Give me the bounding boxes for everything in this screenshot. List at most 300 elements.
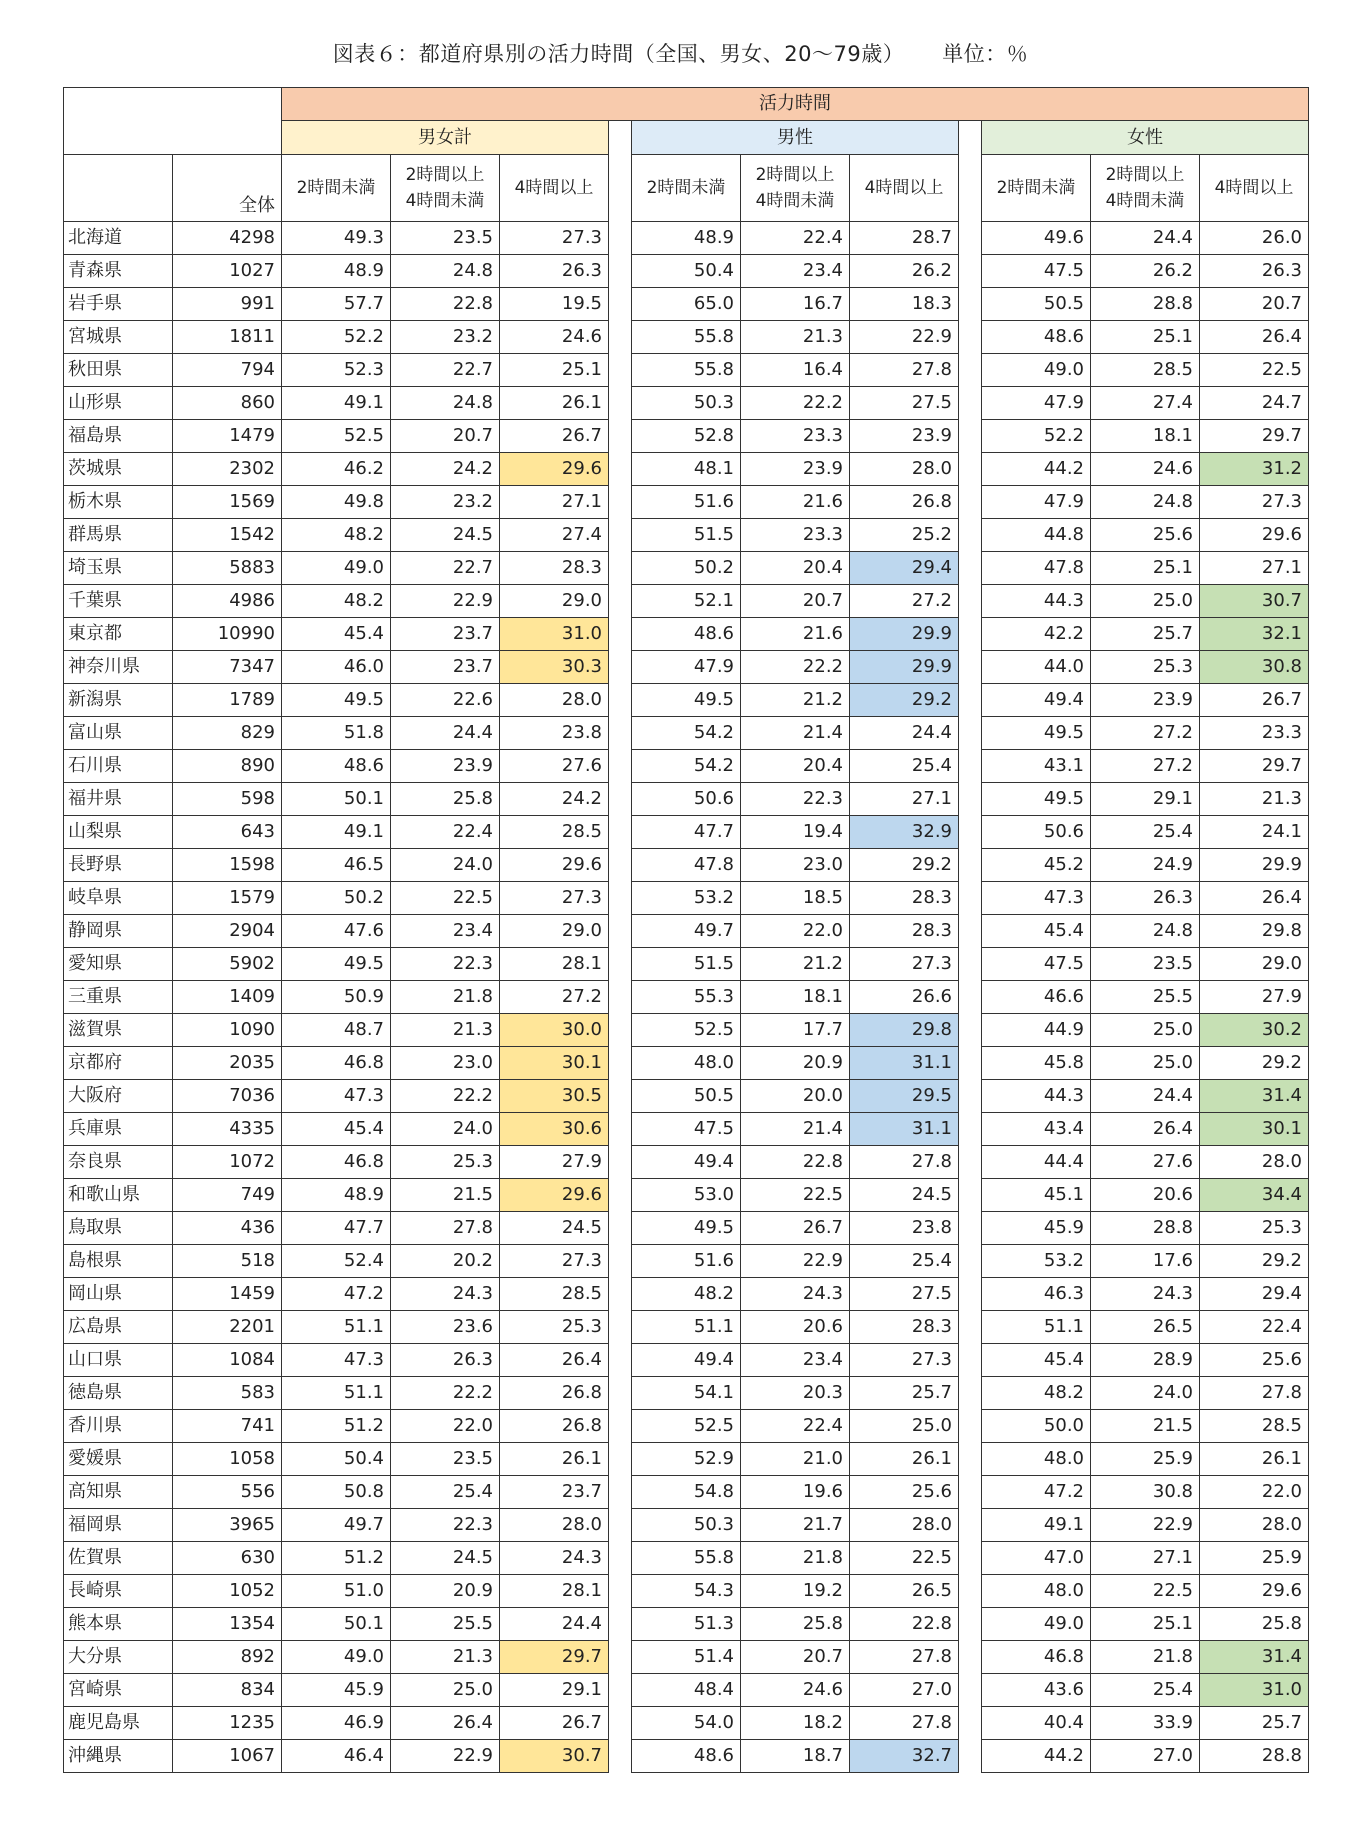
male-value-cell: 26.8	[850, 486, 959, 519]
total-value-cell: 48.2	[282, 585, 391, 618]
prefecture-name: 埼玉県	[64, 552, 173, 585]
total-value-cell: 46.5	[282, 849, 391, 882]
male-value-cell: 54.1	[632, 1377, 741, 1410]
respondent-count: 829	[173, 717, 282, 750]
total-value-cell: 27.8	[391, 1212, 500, 1245]
male-value-cell: 29.9	[850, 651, 959, 684]
total-value-cell: 23.5	[391, 222, 500, 255]
male-value-cell: 27.1	[850, 783, 959, 816]
female-value-cell: 22.5	[1091, 1575, 1200, 1608]
group-gap	[959, 1377, 982, 1410]
male-value-cell: 49.5	[632, 684, 741, 717]
table-row	[64, 321, 1309, 354]
prefecture-name: 大分県	[64, 1641, 173, 1674]
total-value-cell: 27.1	[500, 486, 609, 519]
unit-label: 単位：％	[942, 42, 1029, 66]
page-title	[0, 38, 1361, 68]
total-value-cell: 50.1	[282, 1608, 391, 1641]
group-gap	[609, 1014, 632, 1047]
prefecture-name: 愛媛県	[64, 1443, 173, 1476]
female-value-cell: 26.3	[1091, 882, 1200, 915]
prefecture-name: 徳島県	[64, 1377, 173, 1410]
total-value-cell: 27.6	[500, 750, 609, 783]
total-value-cell: 48.7	[282, 1014, 391, 1047]
prefecture-name: 北海道	[64, 222, 173, 255]
male-value-cell: 31.1	[850, 1113, 959, 1146]
data-table	[63, 87, 1309, 1773]
male-value-cell: 29.4	[850, 552, 959, 585]
female-value-cell: 44.8	[982, 519, 1091, 552]
male-value-cell: 52.8	[632, 420, 741, 453]
group-gap	[959, 651, 982, 684]
male-value-cell: 23.3	[741, 420, 850, 453]
total-value-cell: 23.2	[391, 486, 500, 519]
male-value-cell: 20.9	[741, 1047, 850, 1080]
table-row	[64, 1212, 1309, 1245]
total-value-cell: 24.2	[500, 783, 609, 816]
female-value-cell: 21.8	[1091, 1641, 1200, 1674]
group-gap	[609, 1113, 632, 1146]
female-value-cell: 26.4	[1200, 321, 1309, 354]
female-value-cell: 47.9	[982, 486, 1091, 519]
female-value-cell: 52.2	[982, 420, 1091, 453]
group-gap	[959, 1542, 982, 1575]
prefecture-name: 静岡県	[64, 915, 173, 948]
table-row	[64, 519, 1309, 552]
male-value-cell: 31.1	[850, 1047, 959, 1080]
total-value-cell: 23.7	[391, 618, 500, 651]
group-gap	[609, 684, 632, 717]
female-value-cell: 25.6	[1200, 1344, 1309, 1377]
table-body	[64, 222, 1309, 1773]
group-gap	[609, 420, 632, 453]
table-row	[64, 288, 1309, 321]
male-value-cell: 32.9	[850, 816, 959, 849]
male-value-cell: 50.6	[632, 783, 741, 816]
female-value-cell: 44.0	[982, 651, 1091, 684]
female-value-cell: 24.3	[1091, 1278, 1200, 1311]
total-value-cell: 22.0	[391, 1410, 500, 1443]
respondent-count: 741	[173, 1410, 282, 1443]
male-value-cell: 22.5	[741, 1179, 850, 1212]
col-2to4: 2時間以上 4時間未満	[391, 155, 500, 222]
total-value-cell: 49.1	[282, 816, 391, 849]
total-value-cell: 23.2	[391, 321, 500, 354]
prefecture-name: 大阪府	[64, 1080, 173, 1113]
total-value-cell: 27.2	[500, 981, 609, 1014]
group-gap	[959, 948, 982, 981]
group-gap	[959, 618, 982, 651]
total-value-cell: 27.3	[500, 222, 609, 255]
male-value-cell: 51.6	[632, 486, 741, 519]
total-value-cell: 22.2	[391, 1080, 500, 1113]
total-value-cell: 46.8	[282, 1047, 391, 1080]
female-value-cell: 29.1	[1091, 783, 1200, 816]
prefecture-name: 岡山県	[64, 1278, 173, 1311]
respondent-count: 1090	[173, 1014, 282, 1047]
male-value-cell: 21.6	[741, 618, 850, 651]
female-value-cell: 25.0	[1091, 585, 1200, 618]
respondent-count: 834	[173, 1674, 282, 1707]
respondent-count: 583	[173, 1377, 282, 1410]
prefecture-name: 福岡県	[64, 1509, 173, 1542]
female-value-cell: 43.4	[982, 1113, 1091, 1146]
male-value-cell: 16.7	[741, 288, 850, 321]
male-value-cell: 22.3	[741, 783, 850, 816]
group-gap	[609, 849, 632, 882]
female-value-cell: 53.2	[982, 1245, 1091, 1278]
table-row	[64, 387, 1309, 420]
total-value-cell: 45.4	[282, 618, 391, 651]
total-value-cell: 26.8	[500, 1410, 609, 1443]
female-value-cell: 49.5	[982, 783, 1091, 816]
group-gap	[609, 948, 632, 981]
female-value-cell: 47.2	[982, 1476, 1091, 1509]
total-value-cell: 28.1	[500, 1575, 609, 1608]
prefecture-name: 栃木県	[64, 486, 173, 519]
respondent-count: 1235	[173, 1707, 282, 1740]
total-value-cell: 49.5	[282, 948, 391, 981]
prefecture-name: 茨城県	[64, 453, 173, 486]
total-value-cell: 30.7	[500, 1740, 609, 1773]
group-gap	[609, 519, 632, 552]
respondent-count: 4986	[173, 585, 282, 618]
male-value-cell: 54.0	[632, 1707, 741, 1740]
total-value-cell: 47.6	[282, 915, 391, 948]
total-value-cell: 49.0	[282, 1641, 391, 1674]
group-gap	[959, 1344, 982, 1377]
group-gap	[959, 519, 982, 552]
total-value-cell: 50.2	[282, 882, 391, 915]
group-gap	[609, 121, 632, 155]
male-value-cell: 23.0	[741, 849, 850, 882]
table-row	[64, 1410, 1309, 1443]
total-value-cell: 26.3	[500, 255, 609, 288]
female-value-cell: 46.3	[982, 1278, 1091, 1311]
respondent-count: 3965	[173, 1509, 282, 1542]
female-value-cell: 29.7	[1200, 420, 1309, 453]
total-value-cell: 24.5	[391, 1542, 500, 1575]
total-value-cell: 23.6	[391, 1311, 500, 1344]
female-value-cell: 48.0	[982, 1575, 1091, 1608]
respondent-count: 1459	[173, 1278, 282, 1311]
total-value-cell: 49.3	[282, 222, 391, 255]
respondent-count: 1072	[173, 1146, 282, 1179]
total-value-cell: 26.8	[500, 1377, 609, 1410]
male-value-cell: 52.9	[632, 1443, 741, 1476]
total-value-cell: 47.3	[282, 1080, 391, 1113]
female-value-cell: 25.6	[1091, 519, 1200, 552]
male-value-cell: 21.2	[741, 948, 850, 981]
female-value-cell: 45.4	[982, 915, 1091, 948]
total-value-cell: 25.8	[391, 783, 500, 816]
total-value-cell: 29.6	[500, 849, 609, 882]
total-value-cell: 24.8	[391, 387, 500, 420]
female-value-cell: 25.7	[1200, 1707, 1309, 1740]
prefecture-name: 青森県	[64, 255, 173, 288]
total-value-cell: 21.8	[391, 981, 500, 1014]
male-value-cell: 29.2	[850, 849, 959, 882]
col-ge4: 4時間以上	[1200, 155, 1309, 222]
prefecture-name: 富山県	[64, 717, 173, 750]
table-row	[64, 1179, 1309, 1212]
female-value-cell: 49.5	[982, 717, 1091, 750]
female-value-cell: 42.2	[982, 618, 1091, 651]
respondent-count: 1084	[173, 1344, 282, 1377]
male-value-cell: 24.6	[741, 1674, 850, 1707]
respondent-count: 1479	[173, 420, 282, 453]
respondent-count: 1067	[173, 1740, 282, 1773]
total-value-cell: 21.3	[391, 1641, 500, 1674]
female-value-cell: 25.7	[1091, 618, 1200, 651]
total-value-cell: 25.3	[500, 1311, 609, 1344]
total-value-cell: 27.3	[500, 882, 609, 915]
female-value-cell: 21.5	[1091, 1410, 1200, 1443]
female-value-cell: 25.0	[1091, 1047, 1200, 1080]
group-gap	[959, 1080, 982, 1113]
male-value-cell: 27.5	[850, 387, 959, 420]
total-value-cell: 48.9	[282, 255, 391, 288]
male-value-cell: 65.0	[632, 288, 741, 321]
total-value-cell: 24.4	[500, 1608, 609, 1641]
male-value-cell: 49.5	[632, 1212, 741, 1245]
male-value-cell: 27.3	[850, 1344, 959, 1377]
group-gap	[959, 1608, 982, 1641]
male-value-cell: 27.5	[850, 1278, 959, 1311]
total-value-cell: 28.0	[500, 1509, 609, 1542]
female-value-cell: 22.9	[1091, 1509, 1200, 1542]
male-value-cell: 22.9	[741, 1245, 850, 1278]
female-value-cell: 24.1	[1200, 816, 1309, 849]
female-value-cell: 25.3	[1200, 1212, 1309, 1245]
male-value-cell: 26.5	[850, 1575, 959, 1608]
total-value-cell: 20.2	[391, 1245, 500, 1278]
respondent-count: 643	[173, 816, 282, 849]
group-gap	[959, 1047, 982, 1080]
female-value-cell: 30.8	[1200, 651, 1309, 684]
female-value-cell: 44.2	[982, 453, 1091, 486]
prefecture-name: 福島県	[64, 420, 173, 453]
female-value-cell: 49.0	[982, 1608, 1091, 1641]
total-value-cell: 24.6	[500, 321, 609, 354]
table-row	[64, 1575, 1309, 1608]
total-value-cell: 26.4	[500, 1344, 609, 1377]
female-value-cell: 30.1	[1200, 1113, 1309, 1146]
group-gap	[609, 1641, 632, 1674]
female-value-cell: 44.4	[982, 1146, 1091, 1179]
male-value-cell: 18.2	[741, 1707, 850, 1740]
male-value-cell: 22.4	[741, 1410, 850, 1443]
prefecture-name: 東京都	[64, 618, 173, 651]
group-gap	[959, 1311, 982, 1344]
group-gap	[959, 1014, 982, 1047]
male-value-cell: 29.5	[850, 1080, 959, 1113]
group-gap	[959, 354, 982, 387]
female-value-cell: 20.6	[1091, 1179, 1200, 1212]
male-value-cell: 54.2	[632, 750, 741, 783]
group-gap	[959, 1245, 982, 1278]
female-value-cell: 50.5	[982, 288, 1091, 321]
respondent-count: 556	[173, 1476, 282, 1509]
female-value-cell: 29.2	[1200, 1245, 1309, 1278]
female-value-cell: 43.6	[982, 1674, 1091, 1707]
total-value-cell: 21.3	[391, 1014, 500, 1047]
total-value-cell: 24.3	[391, 1278, 500, 1311]
group-gap	[609, 1377, 632, 1410]
prefecture-name: 広島県	[64, 1311, 173, 1344]
prefecture-name: 秋田県	[64, 354, 173, 387]
respondent-count: 5883	[173, 552, 282, 585]
female-value-cell: 27.4	[1091, 387, 1200, 420]
respondent-count: 1598	[173, 849, 282, 882]
female-value-cell: 30.2	[1200, 1014, 1309, 1047]
female-value-cell: 26.7	[1200, 684, 1309, 717]
total-value-cell: 48.6	[282, 750, 391, 783]
female-value-cell: 25.1	[1091, 321, 1200, 354]
total-value-cell: 23.5	[391, 1443, 500, 1476]
group-gap	[959, 1575, 982, 1608]
table-row	[64, 651, 1309, 684]
total-value-cell: 27.9	[500, 1146, 609, 1179]
female-value-cell: 17.6	[1091, 1245, 1200, 1278]
total-value-cell: 25.5	[391, 1608, 500, 1641]
total-value-cell: 24.3	[500, 1542, 609, 1575]
total-value-cell: 52.5	[282, 420, 391, 453]
female-value-cell: 29.8	[1200, 915, 1309, 948]
male-value-cell: 50.4	[632, 255, 741, 288]
total-value-cell: 25.4	[391, 1476, 500, 1509]
group-gap	[959, 1641, 982, 1674]
male-value-cell: 16.4	[741, 354, 850, 387]
group-gap	[959, 816, 982, 849]
group-gap	[609, 288, 632, 321]
table-row	[64, 783, 1309, 816]
prefecture-name: 宮崎県	[64, 1674, 173, 1707]
male-value-cell: 51.1	[632, 1311, 741, 1344]
respondent-count: 2302	[173, 453, 282, 486]
total-value-cell: 29.7	[500, 1641, 609, 1674]
male-value-cell: 18.3	[850, 288, 959, 321]
male-value-cell: 22.8	[850, 1608, 959, 1641]
prefecture-name: 三重県	[64, 981, 173, 1014]
female-value-cell: 50.6	[982, 816, 1091, 849]
male-value-cell: 52.1	[632, 585, 741, 618]
group-gap	[609, 387, 632, 420]
total-value-cell: 57.7	[282, 288, 391, 321]
table-row	[64, 948, 1309, 981]
male-value-cell: 27.8	[850, 1641, 959, 1674]
total-value-cell: 22.9	[391, 585, 500, 618]
female-value-cell: 18.1	[1091, 420, 1200, 453]
prefecture-name: 石川県	[64, 750, 173, 783]
group-gap	[959, 288, 982, 321]
table-row	[64, 816, 1309, 849]
male-value-cell: 25.8	[741, 1608, 850, 1641]
female-value-cell: 49.6	[982, 222, 1091, 255]
respondent-count: 860	[173, 387, 282, 420]
male-value-cell: 48.6	[632, 1740, 741, 1773]
group-gap	[609, 717, 632, 750]
group-gap	[959, 783, 982, 816]
female-value-cell: 45.9	[982, 1212, 1091, 1245]
total-value-cell: 23.4	[391, 915, 500, 948]
male-value-cell: 54.3	[632, 1575, 741, 1608]
table-row	[64, 1542, 1309, 1575]
total-value-cell: 47.3	[282, 1344, 391, 1377]
total-value-cell: 22.4	[391, 816, 500, 849]
female-value-cell: 20.7	[1200, 288, 1309, 321]
table-row	[64, 1278, 1309, 1311]
male-value-cell: 54.2	[632, 717, 741, 750]
total-value-cell: 52.2	[282, 321, 391, 354]
group-gap	[609, 1542, 632, 1575]
male-value-cell: 25.4	[850, 750, 959, 783]
total-value-cell: 27.3	[500, 1245, 609, 1278]
group-gap	[959, 684, 982, 717]
prefecture-name: 鳥取県	[64, 1212, 173, 1245]
total-value-cell: 47.2	[282, 1278, 391, 1311]
total-value-cell: 28.1	[500, 948, 609, 981]
male-value-cell: 55.3	[632, 981, 741, 1014]
group-gap	[609, 552, 632, 585]
female-value-cell: 27.9	[1200, 981, 1309, 1014]
female-value-cell: 45.8	[982, 1047, 1091, 1080]
total-value-cell: 45.9	[282, 1674, 391, 1707]
table-row	[64, 222, 1309, 255]
prefecture-name: 京都府	[64, 1047, 173, 1080]
total-value-cell: 22.3	[391, 948, 500, 981]
total-value-cell: 30.6	[500, 1113, 609, 1146]
female-value-cell: 24.6	[1091, 453, 1200, 486]
group-gap	[959, 453, 982, 486]
respondent-count: 1354	[173, 1608, 282, 1641]
female-value-cell: 26.5	[1091, 1311, 1200, 1344]
female-value-cell: 29.6	[1200, 1575, 1309, 1608]
group-gap	[609, 1410, 632, 1443]
male-value-cell: 49.4	[632, 1344, 741, 1377]
male-value-cell: 28.0	[850, 1509, 959, 1542]
group-gap	[959, 1740, 982, 1773]
female-value-cell: 24.0	[1091, 1377, 1200, 1410]
total-value-cell: 46.4	[282, 1740, 391, 1773]
male-value-cell: 21.3	[741, 321, 850, 354]
group-gap	[959, 222, 982, 255]
male-value-cell: 48.2	[632, 1278, 741, 1311]
female-value-cell: 23.5	[1091, 948, 1200, 981]
male-value-cell: 28.3	[850, 1311, 959, 1344]
prefecture-name: 山梨県	[64, 816, 173, 849]
prefecture-name: 滋賀県	[64, 1014, 173, 1047]
total-count-header: 全体	[173, 155, 282, 222]
table-row	[64, 1476, 1309, 1509]
male-value-cell: 25.4	[850, 1245, 959, 1278]
total-value-cell: 51.2	[282, 1542, 391, 1575]
respondent-count: 1569	[173, 486, 282, 519]
male-value-cell: 22.2	[741, 387, 850, 420]
total-value-cell: 28.0	[500, 684, 609, 717]
male-value-cell: 26.2	[850, 255, 959, 288]
group-female-header: 女性	[982, 121, 1309, 155]
respondent-count: 598	[173, 783, 282, 816]
male-value-cell: 50.2	[632, 552, 741, 585]
total-value-cell: 46.9	[282, 1707, 391, 1740]
total-value-cell: 51.2	[282, 1410, 391, 1443]
group-gap	[609, 816, 632, 849]
female-value-cell: 49.4	[982, 684, 1091, 717]
respondent-count: 518	[173, 1245, 282, 1278]
table-row	[64, 1146, 1309, 1179]
total-value-cell: 46.0	[282, 651, 391, 684]
